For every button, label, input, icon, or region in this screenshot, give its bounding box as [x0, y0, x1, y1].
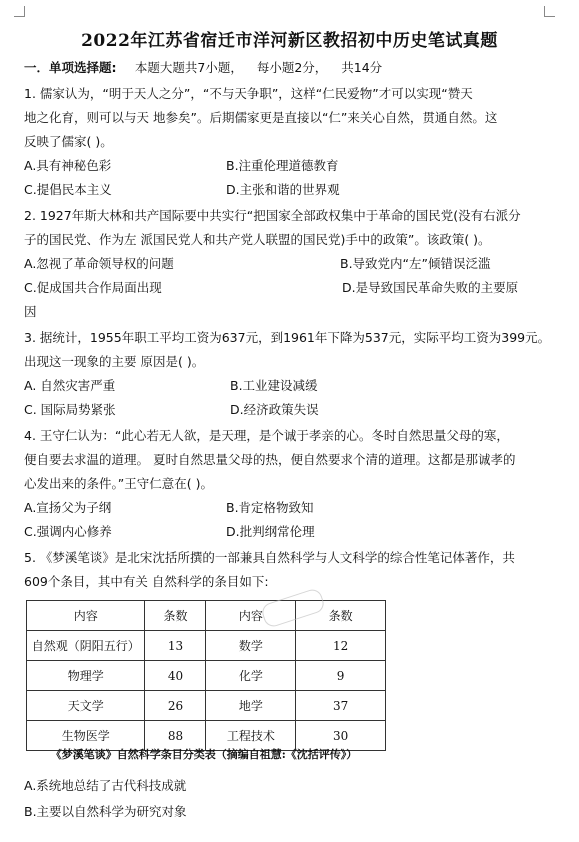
- section-heading: [24, 58, 396, 78]
- table-cell: 37: [296, 691, 386, 721]
- table-caption: 《梦溪笔谈》自然科学条目分类表（摘编自祖慧:《沈括评传》）: [50, 748, 358, 761]
- corner-mark-right: [544, 6, 555, 17]
- q2-stem-line1: 2. 1927年斯大林和共产国际要中共实行“把国家全部政权集中于革命的国民党(没有右派分: [24, 208, 521, 223]
- q4-option-a: A.宣扬父为子纲: [24, 500, 112, 515]
- q5-option-b: B.主要以自然科学为研究对象: [24, 804, 187, 819]
- q1-stem-line2: 地之化育，则可以与天 地参矣”。后期儒家更是直接以“仁”来关心自然，贯通自然。这: [24, 110, 498, 125]
- q2-option-b: B.导致党内“左”倾错误泛滥: [340, 256, 491, 271]
- table-header-cell: 条数: [145, 601, 206, 631]
- q4-stem-line3: 心发出来的条件。”王守仁意在( )。: [24, 476, 213, 491]
- table-header-cell: 内容: [206, 601, 296, 631]
- table-cell: 40: [145, 661, 206, 691]
- q2-option-c: C.促成国共合作局面出现: [24, 280, 162, 295]
- table-header-row: [27, 601, 386, 631]
- q3-option-c: C. 国际局势紧张: [24, 402, 116, 417]
- table-row: [27, 691, 386, 721]
- q1-option-d: D.主张和谐的世界观: [226, 182, 340, 197]
- q5-option-a: A.系统地总结了古代科技成就: [24, 778, 187, 793]
- table-cell: 物理学: [27, 661, 145, 691]
- corner-mark-left: [14, 6, 25, 17]
- table-cell: 化学: [206, 661, 296, 691]
- table-row: [27, 661, 386, 691]
- section-note: 本题大题共7小题， 每小题2分， 共14分: [134, 60, 383, 75]
- q1-stem-line3: 反映了儒家( )。: [24, 134, 113, 149]
- q3-stem-line2: 出现这一现象的主要 原因是( )。: [24, 354, 205, 369]
- q2-stem-line2: 子的国民党、作为左 派国民党人和共产党人联盟的国民党)手中的政策”。该政策( )。: [24, 232, 491, 247]
- table-cell: 30: [296, 721, 386, 751]
- q3-stem-line1: 3. 据统计，1955年职工平均工资为637元，到1961年下降为537元，实际平均工资为399元。: [24, 330, 551, 345]
- q4-stem-line1: 4. 王守仁认为：“此心若无人欲，是天理，是个诚于孝亲的心。冬时自然思量父母的寒，: [24, 428, 509, 443]
- q4-option-c: C.强调内心修养: [24, 524, 112, 539]
- q5-stem-line2: 609个条目，其中有关 自然科学的条目如下:: [24, 574, 269, 589]
- q1-stem-line1: 1. 儒家认为，“明于天人之分”，“不与天争职”，这样“仁民爱物”才可以实现“赞天: [24, 86, 473, 101]
- table-row: [27, 631, 386, 661]
- table-cell: 13: [145, 631, 206, 661]
- q3-option-a: A. 自然灾害严重: [24, 378, 116, 393]
- q2-option-d: D.是导致国民革命失败的主要原: [342, 280, 519, 295]
- q3-option-d: D.经济政策失误: [230, 402, 319, 417]
- table-cell: 生物医学: [27, 721, 145, 751]
- table-cell: 88: [145, 721, 206, 751]
- table-cell: 地学: [206, 691, 296, 721]
- section-heading-label: 一．单项选择题:: [24, 60, 117, 75]
- q1-option-c: C.提倡民本主义: [24, 182, 112, 197]
- table-header-cell: 条数: [296, 601, 386, 631]
- page-title: 2022年江苏省宿迁市洋河新区教招初中历史笔试真题: [81, 31, 498, 51]
- table-cell: 26: [145, 691, 206, 721]
- q4-stem-line2: 便自要去求温的道理。 夏时自然思量父母的热，便自然要求个清的道理。这都是那诚孝的: [24, 452, 516, 467]
- table-cell: 工程技术: [206, 721, 296, 751]
- table-header-cell: 内容: [27, 601, 145, 631]
- table-cell: 数学: [206, 631, 296, 661]
- q3-option-b: B.工业建设减缓: [230, 378, 318, 393]
- table-cell: 12: [296, 631, 386, 661]
- q1-option-a: A.具有神秘色彩: [24, 158, 112, 173]
- table-cell: 自然观（阴阳五行）: [27, 631, 145, 661]
- q2-option-a: A.忽视了革命领导权的问题: [24, 256, 174, 271]
- table-cell: 9: [296, 661, 386, 691]
- science-entries-table: [26, 600, 386, 751]
- q5-stem-line1: 5. 《梦溪笔谈》是北宋沈括所撰的一部兼具自然科学与人文科学的综合性笔记体著作，共: [24, 550, 515, 565]
- table-cell: 天文学: [27, 691, 145, 721]
- q2-option-d-continued: 因: [24, 304, 37, 319]
- q4-option-d: D.批判纲常伦理: [226, 524, 315, 539]
- q4-option-b: B.肯定格物致知: [226, 500, 314, 515]
- q1-option-b: B.注重伦理道德教育: [226, 158, 339, 173]
